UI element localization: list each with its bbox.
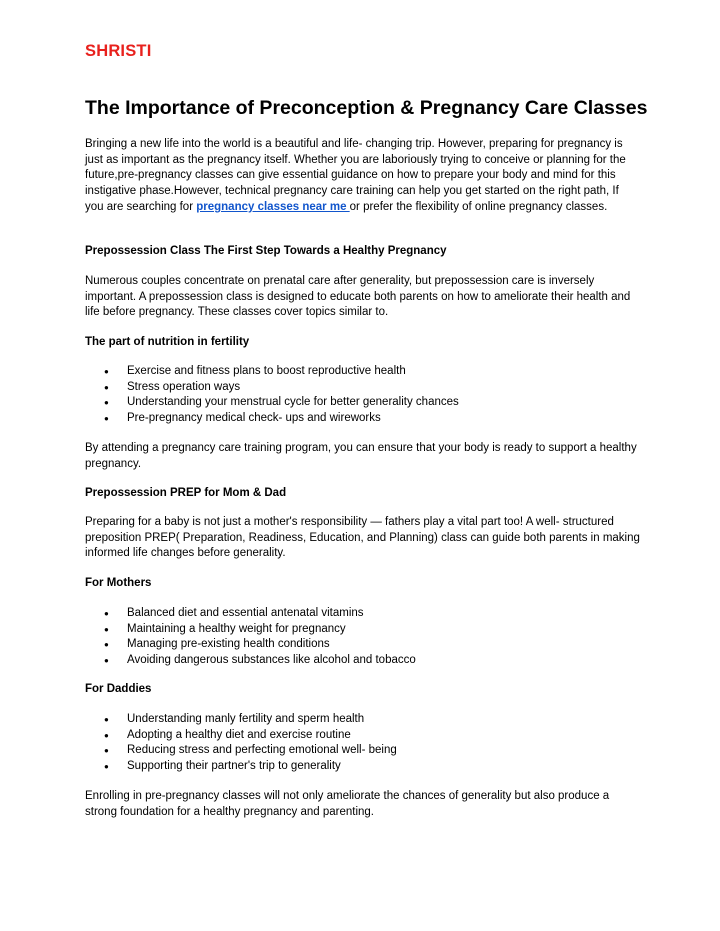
section-heading-nutrition: The part of nutrition in fertility bbox=[85, 336, 250, 348]
pregnancy-classes-link[interactable]: pregnancy classes near me bbox=[196, 200, 350, 213]
list-item: ● Supporting their partner's trip to generality bbox=[85, 759, 640, 775]
list-item: ● Exercise and fitness plans to boost reproductive health bbox=[85, 364, 640, 380]
list-item: ● Adopting a healthy diet and exercise routine bbox=[85, 728, 640, 744]
list-item: ● Maintaining a healthy weight for pregnancy bbox=[85, 622, 640, 638]
section-heading-prep: Prepossession PREP for Mom & Dad bbox=[85, 487, 287, 499]
closing-paragraph: Enrolling in pre-pregnancy classes will not only ameliorate the chances of generality but also produce a strong foundation for a healthy pregnancy and parenting. bbox=[85, 790, 610, 818]
section-heading-mothers: For Mothers bbox=[85, 577, 152, 589]
daddies-list bbox=[85, 712, 640, 775]
list-item: ● Understanding your menstrual cycle for better generality chances bbox=[85, 395, 640, 411]
intro-text: Bringing a new life into the world is a beautiful and life- changing trip. However, preparing for pregnancy is just as important as the pregnancy itself. Whether you are laboriously trying to conceive or planning for the future,pre-pregnancy classes can give essential guidance on how to prepare your body and mind for this instigative phase.However, technical pregnancy care training can help you get started on the right path, If you are searching for bbox=[85, 138, 626, 213]
section-heading-daddies: For Daddies bbox=[85, 683, 152, 695]
list-item: ● Reducing stress and perfecting emotional well- being bbox=[85, 743, 640, 759]
list-item: ● Understanding manly fertility and sperm health bbox=[85, 712, 640, 728]
brand-name: SHRISTI bbox=[85, 42, 152, 60]
nutrition-list bbox=[85, 364, 640, 427]
section-paragraph-training: By attending a pregnancy care training program, you can ensure that your body is ready to support a healthy pregnancy. bbox=[85, 442, 637, 470]
list-item: ● Avoiding dangerous substances like alcohol and tobacco bbox=[85, 653, 640, 669]
section-heading-prepossession-class: Prepossession Class The First Step Towards a Healthy Pregnancy bbox=[85, 245, 447, 257]
page-title: The Importance of Preconception & Pregnancy Care Classes bbox=[85, 97, 648, 119]
intro-paragraph bbox=[85, 137, 640, 216]
list-item: ● Stress operation ways bbox=[85, 380, 640, 396]
list-item: ● Pre-pregnancy medical check- ups and wireworks bbox=[85, 411, 640, 427]
mothers-list bbox=[85, 606, 640, 669]
section-paragraph-prep: Preparing for a baby is not just a mother's responsibility — fathers play a vital part too! A well- structured preposition PREP( Preparation, Readiness, Education, and Planning) class can guide both parents in making informed life changes before generality. bbox=[85, 516, 640, 560]
list-item: ● Balanced diet and essential antenatal vitamins bbox=[85, 606, 640, 622]
section-paragraph-prepossession-class: Numerous couples concentrate on prenatal care after generality, but prepossession care is inversely important. A prepossession class is designed to educate both parents on how to ameliorate their health and life before pregnancy. These classes cover topics similar to. bbox=[85, 275, 631, 319]
list-item: ● Managing pre-existing health conditions bbox=[85, 637, 640, 653]
intro-text-end: or prefer the flexibility of online pregnancy classes. bbox=[349, 200, 608, 213]
